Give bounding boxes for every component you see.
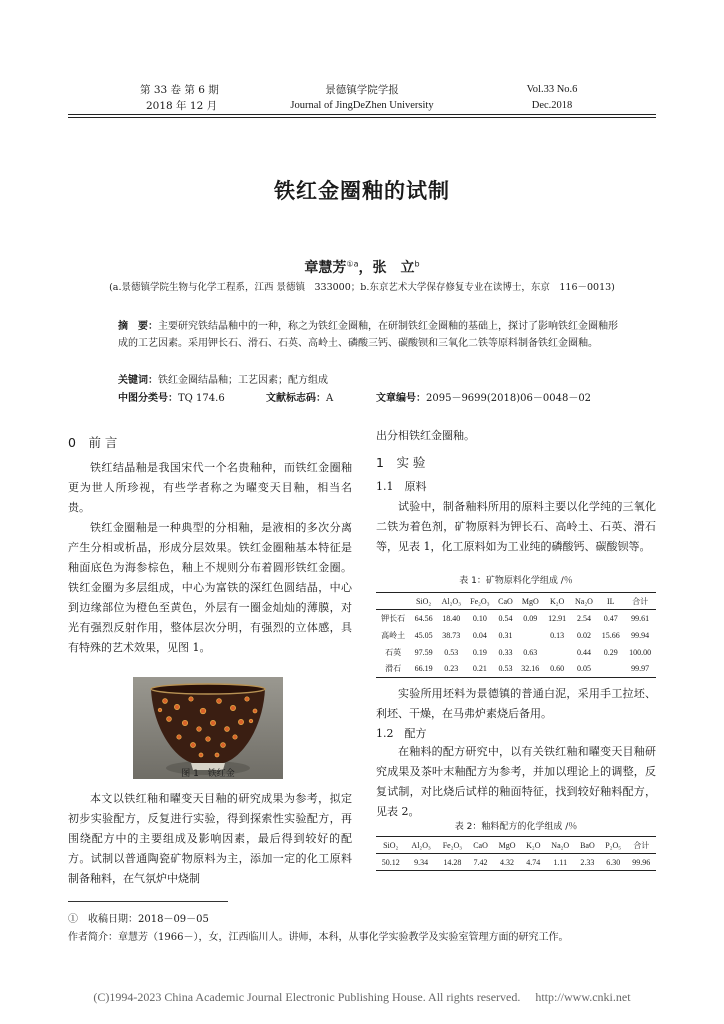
table-cell: 0.02 [576, 630, 591, 640]
author-line [0, 257, 724, 277]
table-cell: 18.40 [442, 613, 461, 623]
table-cell: 6.30 [600, 854, 627, 871]
table-row [376, 661, 656, 678]
table-header-cell: BaO [575, 837, 600, 854]
table-cell [517, 627, 544, 644]
table-cell: 0.09 [523, 613, 538, 623]
abstract [118, 318, 618, 352]
table-cell: 99.97 [624, 661, 656, 678]
keywords-text: 铁红金圈结晶釉；工艺因素；配方组成 [158, 375, 328, 386]
author-name: 章慧芳 [304, 260, 347, 276]
table-cell: 0.44 [576, 647, 591, 657]
table-header-cell: MgO [517, 593, 544, 610]
table-cell: 2.33 [575, 854, 600, 871]
table-cell: 0.53 [444, 647, 459, 657]
keywords-label: 关键词： [118, 375, 158, 386]
issue-info [140, 82, 219, 114]
table-2-caption: 表 2：釉料配方的化学组成 /％ [454, 822, 578, 832]
table-cell: 0.21 [466, 661, 495, 678]
journal-name-cn: 景德镇学院学报 [325, 84, 399, 96]
paragraph: 在釉料的配方研究中，以有关铁红釉和曜变天目釉研究成果及茶叶末釉配方为参考，并加以理论上的调整，反复试制，对比烧后试样的釉面特征，找到较好釉料配方，见表 2。 [376, 745, 656, 818]
table-cell: 99.61 [631, 613, 650, 623]
table-header-cell: 合计 [624, 593, 656, 610]
table-header-cell: Na₂O [546, 837, 575, 854]
doccode-value: A [326, 393, 334, 404]
doccode-label: 文献标志码： [266, 393, 326, 404]
table-cell: 4.32 [493, 854, 521, 871]
bowl-illustration [133, 677, 283, 779]
table-header-row [376, 593, 656, 610]
table-1 [376, 592, 656, 678]
table-cell: 0.04 [472, 630, 487, 640]
table-cell: 0.23 [437, 661, 466, 678]
paragraph-continuation: 出分相铁红金圈釉。 [376, 429, 475, 442]
figure-1-bowl-photo [133, 677, 283, 779]
paragraph: 实验所用坯料为景德镇的普通白泥，采用手工拉坯、利坯、干燥，在马弗炉素烧后备用。 [376, 687, 656, 720]
paragraph: 铁红金圈釉是一种典型的分相釉，是液相的多次分离产生分相或析晶，形成分层效果。铁红金圈釉基本特征是釉面底色为海参棕色，釉上不规则分布着圆形铁红金圈。铁红金圈为多层组成，中心为富铁的深红色圆结晶，中心到边缘部位为橙色至黄色，外层有一圈金灿灿的薄膜，对光有强烈反射作用，整体层次分明，有强烈的立体感，具有特殊的艺术效果，见图 1。 [68, 521, 352, 654]
paragraph: 试验中，制备釉料所用的原料主要以化学纯的三氧化二铁为着色剂，矿物原料为钾长石、高岭土、石英、滑石等，见表 1，化工原料如为工业纯的磷酸钙、碳酸钡等。 [376, 500, 656, 553]
table-row [376, 854, 656, 871]
author-name: 张 立 [372, 260, 415, 276]
paragraph: 铁红结晶釉是我国宋代一个名贵釉种，而铁红金圈釉更为世人所珍视，有些学者称之为曜变天目釉，相当名贵。 [68, 461, 352, 514]
table-header-cell [376, 593, 410, 610]
table-header-cell: Fe₂O₃ [437, 837, 468, 854]
table-cell: 99.94 [631, 630, 650, 640]
keywords [118, 371, 328, 386]
table-cell: 7.42 [468, 854, 493, 871]
artno-label: 文章编号： [376, 393, 426, 404]
table-cell: 2.54 [576, 613, 591, 623]
table-cell: 15.66 [601, 630, 620, 640]
table-cell [597, 661, 624, 678]
table-cell: 99.96 [626, 854, 656, 871]
table-cell: 0.19 [472, 647, 487, 657]
table-cell: 97.59 [414, 647, 433, 657]
subsection-heading-1-2: 1.2 配方 [376, 727, 427, 740]
abstract-text: 主要研究铁结晶釉中的一种，称之为铁红金圈釉，在研制铁红金圈釉的基础上，探讨了影响铁红金圈釉形成的工艺因素。采用钾长石、滑石、石英、高岭土、磷酸三钙、碳酸钡和三氧化二铁等原料制备铁红金圈釉。 [118, 321, 618, 349]
clc-label: 中图分类号： [118, 393, 178, 404]
journal-name [262, 82, 462, 114]
footnote-rule [68, 901, 228, 902]
table-cell: 0.29 [603, 647, 618, 657]
table-cell: 4.74 [521, 854, 546, 871]
table-header-cell: Na₂O [571, 593, 598, 610]
table-cell: 0.63 [523, 647, 538, 657]
paragraph: 本文以铁红釉和曜变天目釉的研究成果为参考，拟定初步实验配方，反复进行实验，得到探索性实验配方，再围绕配方中的主要组成及影响因素，最后得到较好的配方。试制以普通陶瓷矿物原料为主，添加一定的化工原料制备釉料，在气氛炉中烧制 [68, 792, 352, 885]
table-row [376, 627, 656, 644]
table-header-cell: K₂O [544, 593, 571, 610]
abstract-label: 摘 要： [118, 321, 158, 332]
table-row [376, 610, 656, 627]
author-marker: b [414, 259, 420, 269]
journal-name-en: Journal of JingDeZhen University [290, 100, 434, 111]
table-cell: 0.31 [498, 630, 513, 640]
issue-date-en: Dec.2018 [531, 100, 573, 111]
table-2 [376, 836, 656, 871]
volume-issue: 第 33 卷 第 6 期 [140, 84, 219, 96]
volume-issue-en: Vol.33 No.6 [526, 84, 578, 95]
table-cell: 石英 [385, 647, 402, 657]
table-header-cell: IL [597, 593, 624, 610]
clc-code [118, 389, 225, 404]
table-header-cell: Al₂O₃ [437, 593, 466, 610]
table-header-cell: Al₂O₃ [405, 837, 436, 854]
issue-date: 2018 年 12 月 [146, 100, 218, 112]
table-cell: 0.10 [472, 613, 487, 623]
table-header-cell: 合计 [626, 837, 656, 854]
table-cell [544, 644, 571, 661]
issue-info-en [520, 82, 584, 114]
table-cell: 12.91 [548, 613, 567, 623]
header-rule [68, 114, 656, 115]
table-cell: 66.19 [410, 661, 437, 678]
figure-1-caption: 图 1 铁红金 [181, 769, 235, 779]
artno-value: 2095－9699(2018)06－0048－02 [426, 393, 592, 404]
table-cell: 50.12 [376, 854, 405, 871]
table-cell: 0.13 [550, 630, 565, 640]
table-cell: 38.73 [442, 630, 461, 640]
table-header-cell: CaO [494, 593, 517, 610]
table-cell: 0.53 [494, 661, 517, 678]
table-cell: 45.05 [414, 630, 433, 640]
footnote-received-date: ① 收稿日期：2018－09－05 [68, 914, 209, 925]
section-heading-1: 1 实 验 [376, 455, 426, 470]
table-header-cell: Fe₂O₃ [466, 593, 495, 610]
table-1-caption: 表 1：矿物原料化学组成 /％ [459, 576, 573, 586]
table-header-row [376, 837, 656, 854]
table-cell: 64.56 [414, 613, 433, 623]
table-header-cell: SiO₂ [376, 837, 405, 854]
table-header-cell: MgO [493, 837, 521, 854]
table-cell: 0.54 [498, 613, 513, 623]
table-cell: 1.11 [546, 854, 575, 871]
table-header-cell: CaO [468, 837, 493, 854]
doc-code [266, 389, 333, 404]
table-cell: 高岭土 [381, 630, 406, 640]
header-rule-thin [68, 117, 656, 118]
author-separator: ， [358, 260, 373, 276]
table-cell: 0.05 [571, 661, 598, 678]
table-cell: 滑石 [376, 661, 410, 678]
author-marker: ①a [346, 259, 359, 269]
section-heading-0: 0 前 言 [68, 435, 118, 450]
table-cell: 钾长石 [381, 613, 406, 623]
table-header-cell: P₂O₅ [600, 837, 627, 854]
clc-value: TQ 174.6 [178, 393, 225, 404]
article-title: 铁红金圈釉的试制 [274, 179, 450, 203]
table-cell: 0.60 [544, 661, 571, 678]
table-cell: 32.16 [517, 661, 544, 678]
subsection-heading-1-1: 1.1 原料 [376, 480, 427, 493]
table-cell: 9.34 [405, 854, 436, 871]
table-cell: 0.33 [498, 647, 513, 657]
table-header-cell: K₂O [521, 837, 546, 854]
article-number [376, 389, 591, 404]
copyright-footer: (C)1994-2023 China Academic Journal Electronic Publishing House. All rights reserved. http://www.cnki.net [93, 990, 631, 1004]
table-header-cell: SiO₂ [410, 593, 437, 610]
table-row [376, 644, 656, 661]
affiliation: (a.景德镇学院生物与化学工程系，江西 景德镇 333000；b.东京艺术大学保存修复专业在读博士，东京 116－0013) [109, 282, 615, 293]
footnote-author-bio: 作者简介：章慧芳（1966－），女，江西临川人。讲师，本科，从事化学实验教学及实验室管理方面的研究工作。 [68, 932, 569, 943]
table-cell: 0.47 [603, 613, 618, 623]
table-cell: 14.28 [437, 854, 468, 871]
table-cell: 100.00 [629, 647, 652, 657]
